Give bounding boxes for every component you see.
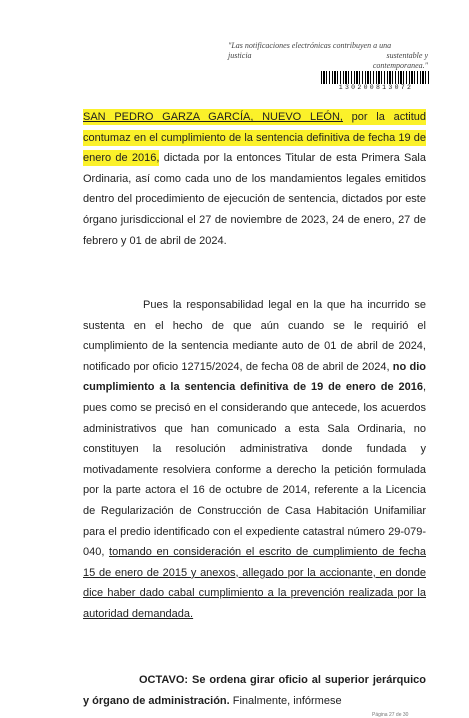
paragraph-2-underlined: tomando en consideración el escrito de cumplimiento de fecha 15 de enero de 2015 y anexos, allegado por la accionante, en donde dice haber dado cabal cumplimiento a la prevención realizada por la autoridad demandada. <box>83 546 426 620</box>
motto-line-2a: justicia <box>228 51 252 60</box>
octavo-heading: OCTAVO: Se ordena girar oficio al superior jerárquico y órgano de administración. <box>83 674 426 707</box>
page-number: Página 27 de 30 <box>372 712 409 718</box>
paragraph-2 <box>83 295 426 625</box>
paragraph-3-text: Finalmente, infórmese <box>229 694 342 707</box>
paragraph-1 <box>83 107 426 251</box>
paragraph-3 <box>83 670 426 711</box>
paragraph-2-text-2: , pues como se precisó en el considerando que antecede, los acuerdos administrativos que han comunicado a esta Sala Ordinaria, no constituyen la resolución administrativa donde fundada y motivadamente resolviera conforme a derecho la petición formulada por la parte actora el 16 de octubre de 2014, referente a la Licencia de Regularización de Construcción de Casa Habitación Unifamiliar para el predio identificado con el expediente catastral número 29-079-040, <box>83 381 426 559</box>
barcode-image <box>321 71 431 84</box>
motto-line-3: contemporanea." <box>372 61 428 70</box>
electronic-notification-motto <box>228 41 428 71</box>
motto-line-1: "Las notificaciones electrónicas contribuyen a una <box>228 41 392 50</box>
highlighted-contumacy-text: por la actitud contumaz en el cumplimiento de la sentencia definitiva de fecha 19 de enero de 2016, <box>83 111 426 165</box>
paragraph-1-rest: dictada por la entonces Titular de esta Primera Sala Ordinaria, así como cada uno de los mandamientos legales emitidos dentro del procedimiento de ejecución de sentencia, dictados por este órgano jurisdiccional el 27 de noviembre de 2023, 24 de enero, 27 de febrero y 01 de abril de 2024. <box>83 152 426 247</box>
motto-line-2b: sustentable y <box>386 51 428 60</box>
barcode-number: 130200813072 <box>338 84 414 91</box>
paragraph-2-bold: no dio cumplimiento a la sentencia definitiva de 19 de enero de 2016 <box>83 360 426 394</box>
paragraph-2-text-1: Pues la responsabilidad legal en la que ha incurrido se sustenta en el hecho de que aún cuando se le requirió el cumplimiento de la sentencia mediante auto de 01 de abril de 2024, notificado por oficio 12715/2024, de fecha 08 de abril de 2024, <box>83 299 426 373</box>
highlighted-municipality: SAN PEDRO GARZA GARCÍA, NUEVO LEÓN, <box>83 111 343 123</box>
